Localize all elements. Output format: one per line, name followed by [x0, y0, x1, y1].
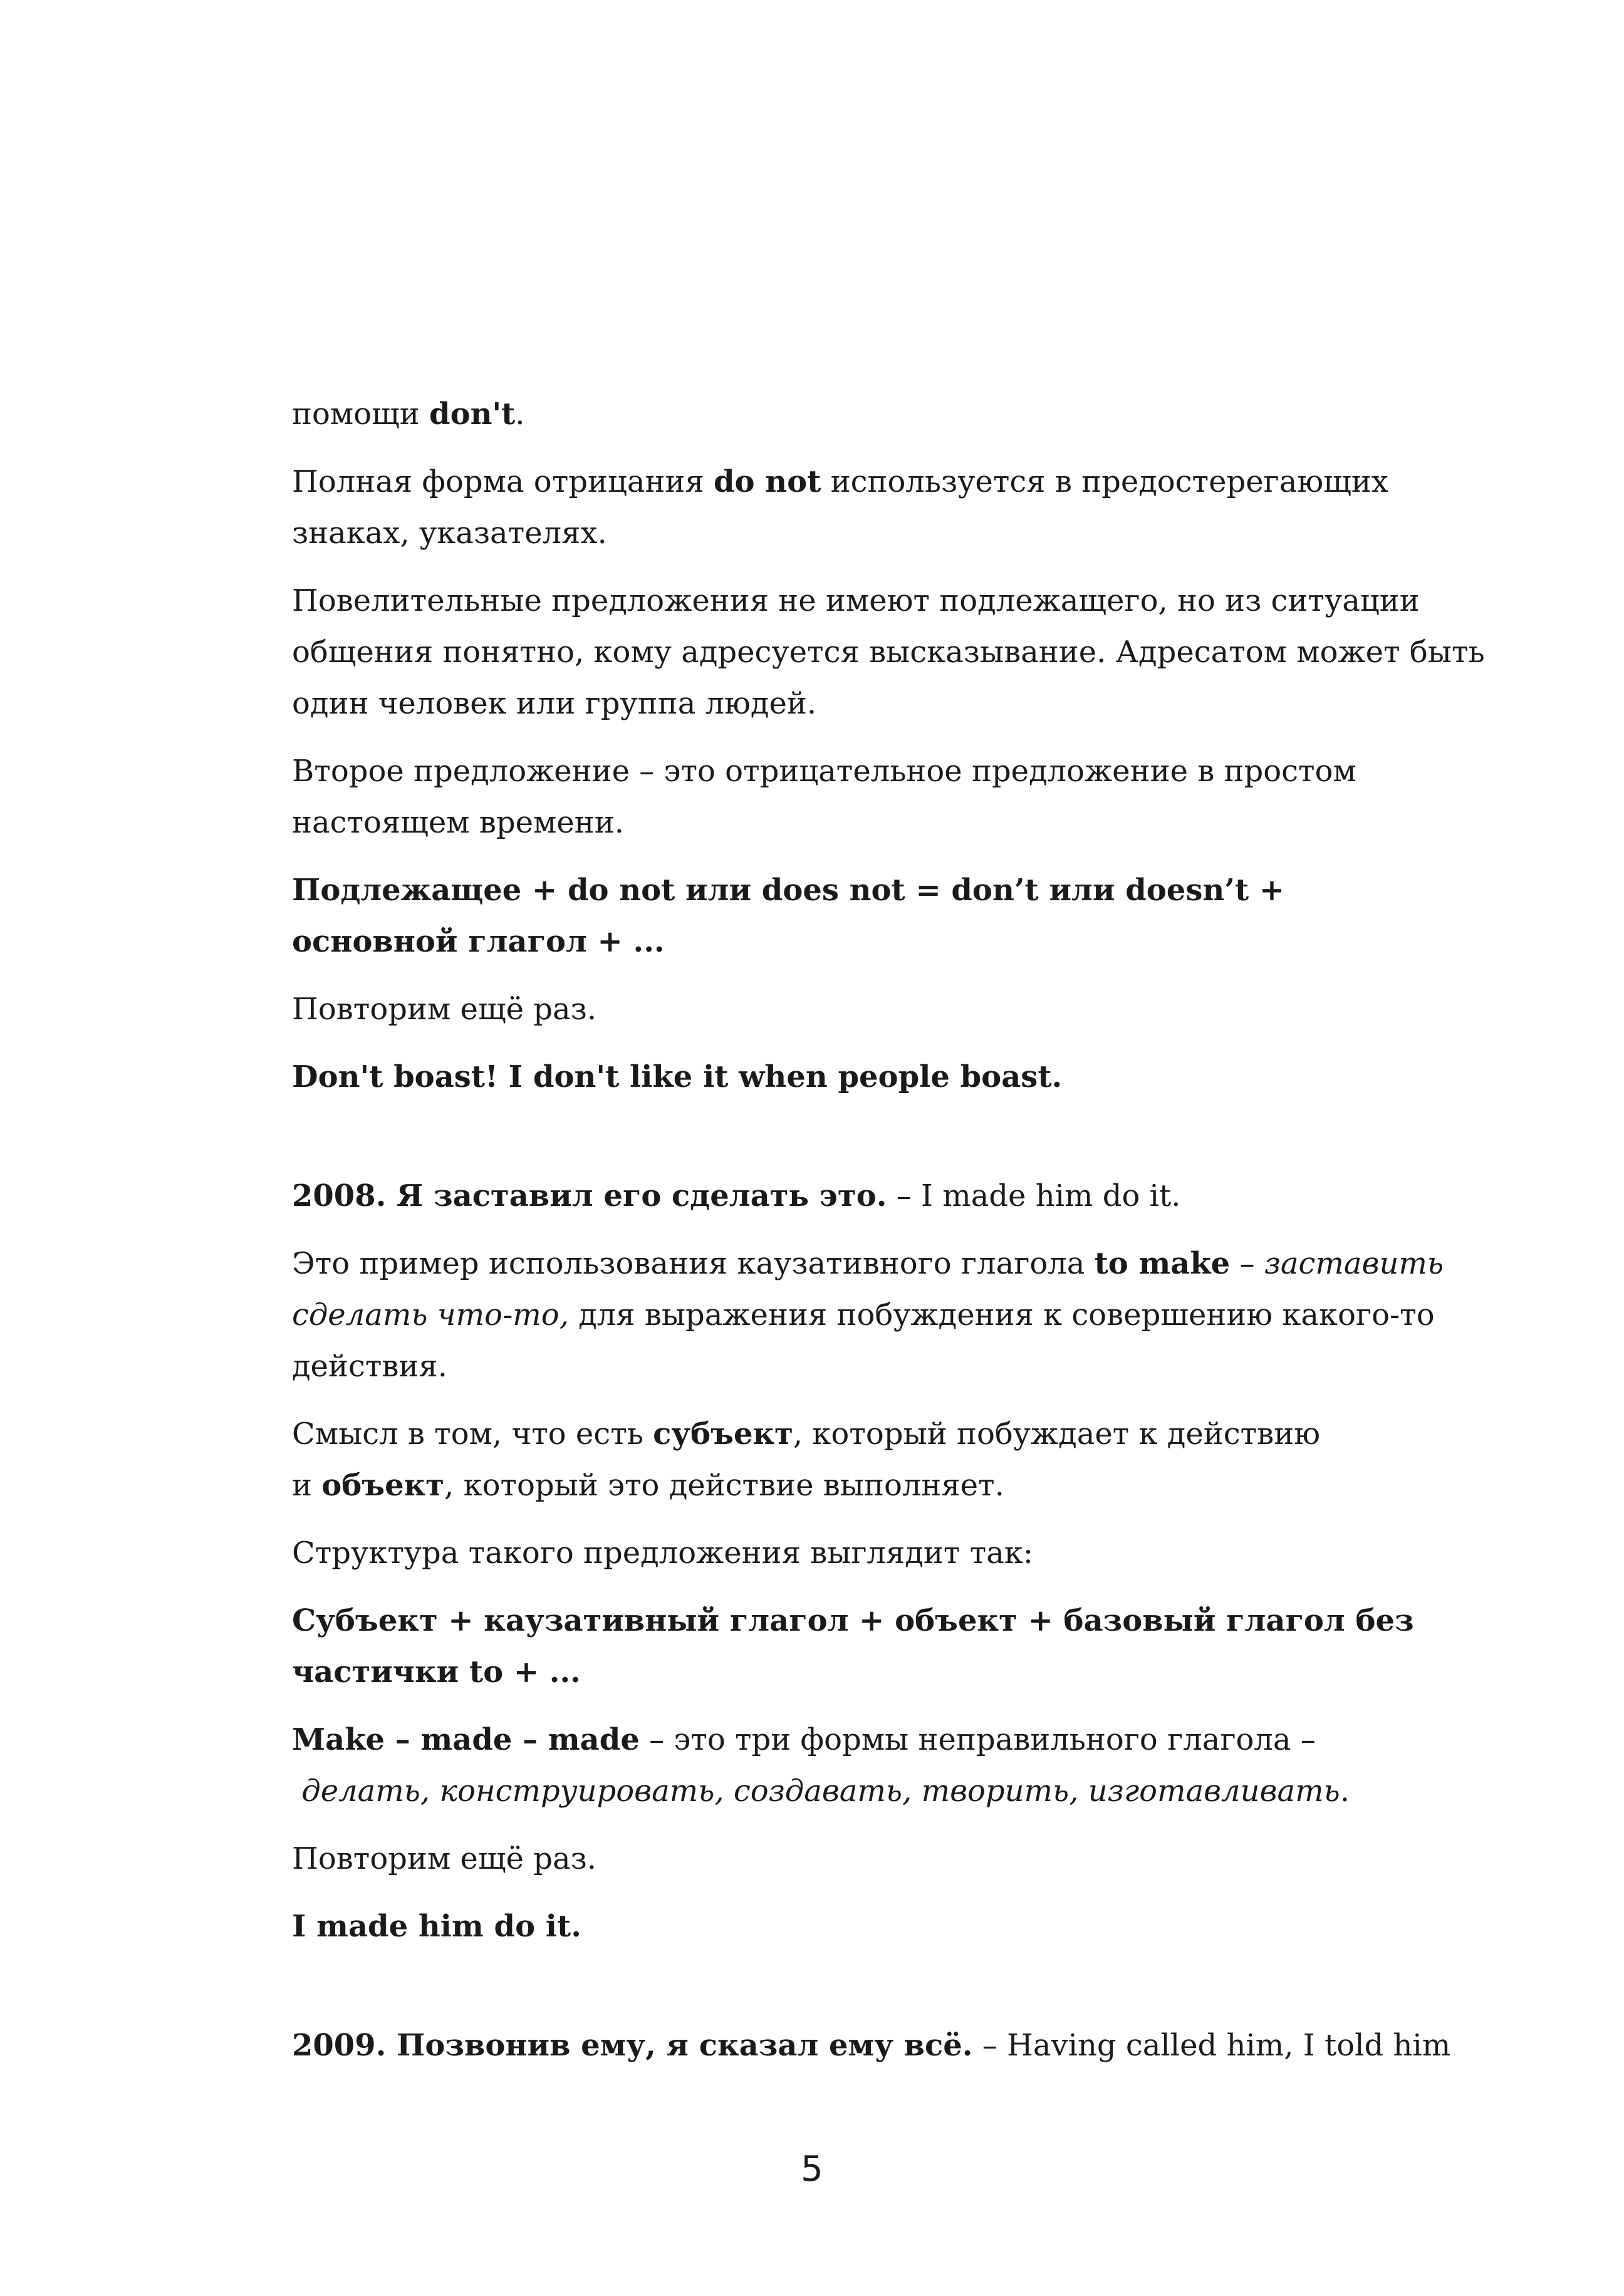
text: Смысл в том, что есть	[292, 1416, 653, 1452]
formula-line	[292, 1595, 1482, 1646]
text: и	[292, 1468, 322, 1503]
bold-text: субъект	[653, 1416, 793, 1452]
paragraph: Повторим ещё раз.	[292, 1841, 597, 1876]
paragraph	[292, 388, 1482, 440]
bold-text: don't	[429, 397, 516, 432]
paragraph-line: знаках, указателях.	[292, 516, 607, 551]
text: , который это действие выполняет.	[444, 1468, 1004, 1503]
section-heading-2009	[292, 2020, 1482, 2071]
bold-text: Don't boast! I don't like it when people boast.	[292, 1059, 1063, 1094]
formula-line	[292, 1646, 1482, 1698]
bold-text: объект	[321, 1468, 445, 1503]
example-sentence	[292, 1051, 1482, 1103]
text: , который побуждает к действию	[793, 1416, 1320, 1452]
bold-text: Субъект + каузативный глагол + объект + базовый глагол без	[292, 1603, 1414, 1638]
paragraph-line	[292, 1408, 1482, 1460]
text: .	[515, 397, 525, 432]
page-number: 5	[801, 2149, 823, 2190]
paragraph-line	[292, 1238, 1482, 1289]
paragraph-line: общения понятно, кому адресуется высказывание. Адресатом может быть	[292, 635, 1485, 670]
formula-line	[292, 916, 1482, 967]
paragraph: Структура такого предложения выглядит так:	[292, 1535, 1034, 1571]
paragraph-line: Второе предложение – это отрицательное предложение в простом	[292, 754, 1356, 789]
example-sentence	[292, 1901, 1482, 1952]
text: помощи	[292, 397, 429, 432]
bold-text: Make – made – made	[292, 1722, 640, 1757]
formula-line	[292, 865, 1482, 916]
paragraph-line: действия.	[292, 1349, 447, 1384]
text: –	[1230, 1246, 1264, 1281]
bold-text: 2008. Я заставил его сделать это.	[292, 1178, 887, 1213]
paragraph-line	[292, 1765, 1482, 1817]
text: используется в предостерегающих	[821, 464, 1388, 499]
bold-text: основной глагол + ...	[292, 924, 665, 959]
paragraph: Повторим ещё раз.	[292, 992, 597, 1027]
bold-text: Подлежащее + do not или does not = don’t или doesn’t +	[292, 873, 1285, 908]
paragraph-line: настоящем времени.	[292, 805, 624, 840]
section-heading-2008	[292, 1170, 1482, 1222]
page-content	[292, 388, 1485, 2071]
bold-text: частички to + ...	[292, 1654, 581, 1690]
text: – это три формы неправильного глагола –	[639, 1722, 1316, 1757]
text: – Having called him, I told him	[972, 2028, 1451, 2063]
text: .	[1340, 1774, 1350, 1809]
paragraph-line	[292, 1460, 1482, 1511]
bold-text: to make	[1094, 1246, 1231, 1281]
bold-text: I made him do it.	[292, 1909, 581, 1944]
italic-text: сделать что-то,	[292, 1297, 569, 1332]
paragraph-line: Повелительные предложения не имеют подлежащего, но из ситуации	[292, 583, 1420, 618]
italic-text: делать, конструировать, создавать, творить, изготавливать	[301, 1774, 1340, 1809]
text: Полная форма отрицания	[292, 464, 714, 499]
paragraph-line	[292, 456, 1482, 507]
text: для выражения побуждения к совершению какого-то	[568, 1297, 1435, 1332]
italic-text: заставить	[1264, 1246, 1444, 1281]
bold-text: 2009. Позвонив ему, я сказал ему всё.	[292, 2028, 973, 2063]
paragraph-line: один человек или группа людей.	[292, 686, 817, 721]
bold-text: do not	[713, 464, 821, 499]
text: Это пример использования каузативного глагола	[292, 1246, 1095, 1281]
paragraph-line	[292, 1714, 1482, 1765]
text: – I made him do it.	[887, 1178, 1181, 1213]
paragraph-line	[292, 1289, 1482, 1341]
